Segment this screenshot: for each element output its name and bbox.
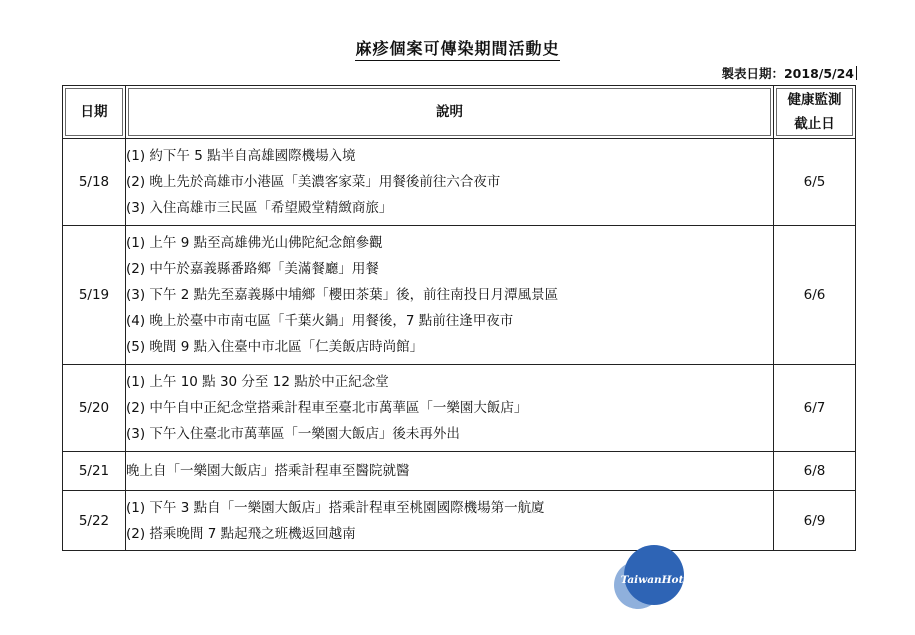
- activity-line: (5) 晚間 9 點入住臺中市北區「仁美飯店時尚館」: [126, 339, 424, 355]
- header-description: [126, 86, 774, 139]
- logo-text: TaiwanHot: [620, 574, 684, 586]
- activity-line: (1) 上午 9 點至高雄佛光山佛陀紀念館參觀: [126, 235, 383, 251]
- row-monitor-end: 6/5: [774, 139, 856, 226]
- activity-line: (3) 下午入住臺北市萬華區「一樂園大飯店」後未再外出: [126, 426, 460, 442]
- activity-line: (2) 中午於嘉義縣番路鄉「美滿餐廳」用餐: [126, 261, 379, 277]
- table-row: [63, 365, 856, 452]
- row-description: [126, 226, 774, 365]
- activity-line: (3) 下午 2 點先至嘉義縣中埔鄉「櫻田茶葉」後，前往南投日月潭風景區: [126, 287, 559, 303]
- activity-line: (4) 晚上於臺中市南屯區「千葉火鍋」用餐後，7 點前往逢甲夜市: [126, 313, 514, 329]
- row-date: 5/21: [63, 452, 126, 491]
- activity-line: (1) 下午 3 點自「一樂園大飯店」搭乘計程車至桃園國際機場第一航廈: [126, 499, 545, 516]
- activity-line: (3) 入住高雄市三民區「希望殿堂精緻商旅」: [126, 200, 393, 216]
- activity-line: (1) 上午 10 點 30 分至 12 點於中正紀念堂: [126, 374, 389, 390]
- row-monitor-end: 6/9: [774, 491, 856, 551]
- row-date: 5/19: [63, 226, 126, 365]
- header-description-label: 說明: [436, 104, 463, 120]
- header-health-line1: 健康監測: [787, 92, 842, 108]
- taiwanhot-logo: [612, 543, 690, 611]
- table-header-row: [63, 86, 856, 139]
- activity-history-table: [62, 85, 856, 551]
- table-row: [63, 226, 856, 365]
- activity-line: (2) 中午自中正紀念堂搭乘計程車至臺北市萬華區「一樂園大飯店」: [126, 400, 528, 416]
- activity-line: 晚上自「一樂園大飯店」搭乘計程車至醫院就醫: [126, 463, 410, 479]
- document-title-text: 麻疹個案可傳染期間活動史: [355, 39, 559, 61]
- row-description: [126, 139, 774, 226]
- row-monitor-end: 6/8: [774, 452, 856, 491]
- header-date-label: 日期: [80, 104, 108, 120]
- activity-line: (1) 約下午 5 點半自高雄國際機場入境: [126, 148, 356, 164]
- header-health-line2: 截止日: [794, 116, 835, 132]
- row-date: 5/18: [63, 139, 126, 226]
- row-monitor-end: 6/7: [774, 365, 856, 452]
- activity-line: (2) 晚上先於高雄市小港區「美濃客家菜」用餐後前往六合夜市: [126, 174, 501, 190]
- row-monitor-end: 6/6: [774, 226, 856, 365]
- header-health-monitor: [774, 86, 856, 139]
- table-row: [63, 491, 856, 551]
- row-description: [126, 452, 774, 491]
- row-description: [126, 491, 774, 551]
- made-date: [721, 64, 857, 82]
- table-row: [63, 452, 856, 491]
- row-date: 5/22: [63, 491, 126, 551]
- activity-line: (2) 搭乘晚間 7 點起飛之班機返回越南: [126, 525, 356, 542]
- made-date-text: 製表日期：2018/5/24: [721, 66, 854, 81]
- row-description: [126, 365, 774, 452]
- header-date: [63, 86, 126, 139]
- table-row: [63, 139, 856, 226]
- text-cursor: [856, 66, 857, 80]
- row-date: 5/20: [63, 365, 126, 452]
- document-title: [0, 36, 915, 59]
